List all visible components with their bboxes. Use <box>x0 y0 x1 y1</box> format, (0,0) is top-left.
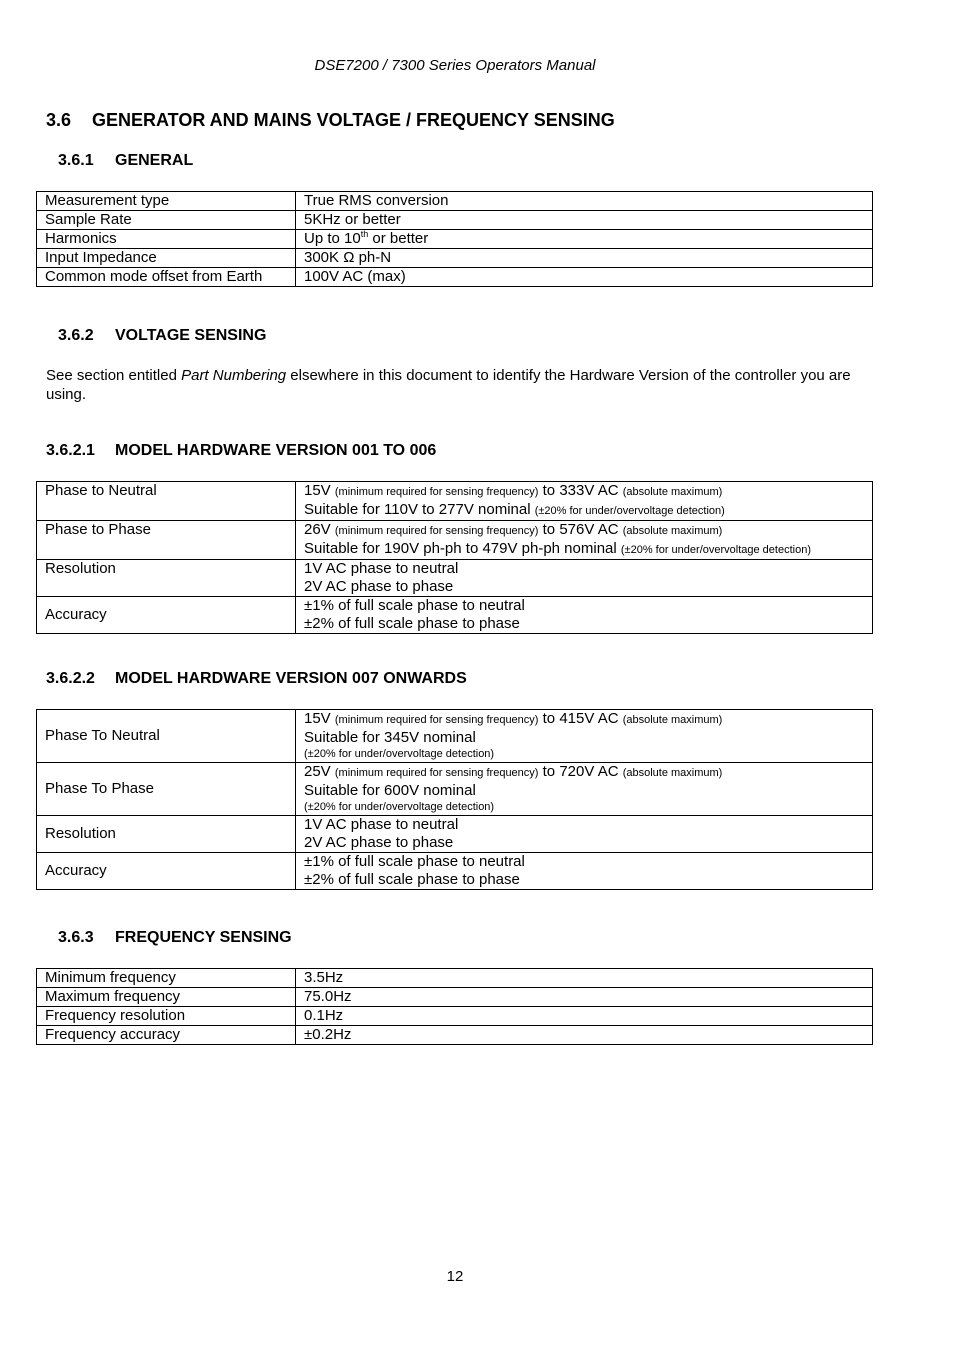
value-line: 2V AC phase to phase <box>304 578 454 595</box>
table-row <box>37 988 873 1007</box>
subsection-title: GENERAL <box>115 152 194 169</box>
table-row <box>37 1026 873 1045</box>
table-row <box>37 211 873 230</box>
table-row <box>37 853 873 890</box>
page-number: 12 <box>446 1268 464 1285</box>
cell-label: Harmonics <box>37 230 296 249</box>
cell-value <box>296 816 873 853</box>
cell-label: Accuracy <box>37 597 296 634</box>
cell-label: Phase to Neutral <box>37 482 296 521</box>
cell-value: 75.0Hz <box>296 988 873 1007</box>
value-line: Suitable for 190V ph-ph to 479V ph-ph nominal (±20% for under/overvoltage detection) <box>304 540 811 557</box>
value-line: 15V (minimum required for sensing frequency) to 415V AC (absolute maximum) <box>304 710 723 727</box>
value-line: 15V (minimum required for sensing frequency) to 333V AC (absolute maximum) <box>304 482 723 499</box>
value-line: 25V (minimum required for sensing frequency) to 720V AC (absolute maximum) <box>304 763 723 780</box>
cell-label: Input Impedance <box>37 249 296 268</box>
table-row <box>37 268 873 287</box>
general-table <box>36 191 873 287</box>
value-line: Suitable for 600V nominal <box>304 782 476 799</box>
section-number: 3.6 <box>46 110 72 130</box>
cell-value: 5KHz or better <box>296 211 873 230</box>
cell-value: 100V AC (max) <box>296 268 873 287</box>
subsection-number: 3.6.2.1 <box>46 442 95 459</box>
cell-label: Common mode offset from Earth <box>37 268 296 287</box>
table-row <box>37 710 873 763</box>
table-row <box>37 597 873 634</box>
cell-value <box>296 521 873 560</box>
table-row <box>37 969 873 988</box>
cell-label: Resolution <box>37 816 296 853</box>
cell-value <box>296 560 873 597</box>
subsection-number: 3.6.3 <box>58 929 94 946</box>
frequency-table <box>36 968 873 1045</box>
hw-old-table <box>36 481 873 634</box>
superscript: th <box>360 229 369 239</box>
table-row <box>37 521 873 560</box>
subsection-number: 3.6.1 <box>58 152 94 169</box>
section-title: GENERATOR AND MAINS VOLTAGE / FREQUENCY SENSING <box>92 110 615 130</box>
cell-label: Phase To Neutral <box>37 710 296 763</box>
table-row <box>37 560 873 597</box>
cell-value: True RMS conversion <box>296 192 873 211</box>
value-line: ±1% of full scale phase to neutral <box>304 597 525 614</box>
cell-label: Sample Rate <box>37 211 296 230</box>
value-line: 26V (minimum required for sensing frequency) to 576V AC (absolute maximum) <box>304 521 723 538</box>
cell-label: Frequency resolution <box>37 1007 296 1026</box>
cell-value <box>296 482 873 521</box>
cell-value <box>296 763 873 816</box>
hw-new-table <box>36 709 873 890</box>
cell-value <box>296 230 873 249</box>
cell-label: Phase to Phase <box>37 521 296 560</box>
cell-label: Frequency accuracy <box>37 1026 296 1045</box>
table-row <box>37 482 873 521</box>
subsection-number: 3.6.2 <box>58 327 94 344</box>
subsection-heading-frequency <box>58 929 292 947</box>
subsubsection-heading-hw-old <box>46 442 436 460</box>
subsection-title: MODEL HARDWARE VERSION 007 ONWARDS <box>115 670 467 687</box>
section-heading <box>46 110 615 131</box>
subsection-title: FREQUENCY SENSING <box>115 929 292 946</box>
para-reference: Part Numbering <box>181 367 287 384</box>
cell-label: Measurement type <box>37 192 296 211</box>
running-header: DSE7200 / 7300 Series Operators Manual <box>314 57 596 74</box>
value-note: (±20% for under/overvoltage detection) <box>304 748 495 760</box>
cell-value: 300K Ω ph-N <box>296 249 873 268</box>
value-line: ±2% of full scale phase to phase <box>304 871 520 888</box>
cell-value <box>296 853 873 890</box>
subsection-heading-general <box>58 152 193 170</box>
value-line: ±1% of full scale phase to neutral <box>304 853 525 870</box>
table-row <box>37 249 873 268</box>
subsection-title: MODEL HARDWARE VERSION 001 TO 006 <box>115 442 437 459</box>
cell-value <box>296 597 873 634</box>
cell-label: Minimum frequency <box>37 969 296 988</box>
value-line: ±2% of full scale phase to phase <box>304 615 520 632</box>
table-row <box>37 816 873 853</box>
value-line: 1V AC phase to neutral <box>304 560 459 577</box>
subsection-number: 3.6.2.2 <box>46 670 95 687</box>
subsubsection-heading-hw-new <box>46 670 467 688</box>
cell-value: 0.1Hz <box>296 1007 873 1026</box>
para-text: See section entitled <box>46 367 182 384</box>
value-line: 2V AC phase to phase <box>304 834 454 851</box>
value-line: Suitable for 345V nominal <box>304 729 476 746</box>
value-text: Up to 10 <box>304 230 361 247</box>
value-note: (±20% for under/overvoltage detection) <box>304 801 495 813</box>
table-row <box>37 192 873 211</box>
cell-value: 3.5Hz <box>296 969 873 988</box>
cell-label: Accuracy <box>37 853 296 890</box>
cell-value: ±0.2Hz <box>296 1026 873 1045</box>
value-line: Suitable for 110V to 277V nominal (±20% for under/overvoltage detection) <box>304 501 725 518</box>
cell-label: Phase To Phase <box>37 763 296 816</box>
table-row <box>37 230 873 249</box>
value-text: or better <box>368 230 429 247</box>
table-row <box>37 763 873 816</box>
subsection-title: VOLTAGE SENSING <box>115 327 267 344</box>
value-line: 1V AC phase to neutral <box>304 816 459 833</box>
subsection-heading-voltage <box>58 327 266 345</box>
table-row <box>37 1007 873 1026</box>
voltage-paragraph <box>46 366 866 404</box>
para-text: elsewhere in this document to identify the Hardware Version of the controller you are using. <box>46 367 851 403</box>
cell-label: Resolution <box>37 560 296 597</box>
cell-label: Maximum frequency <box>37 988 296 1007</box>
cell-value <box>296 710 873 763</box>
